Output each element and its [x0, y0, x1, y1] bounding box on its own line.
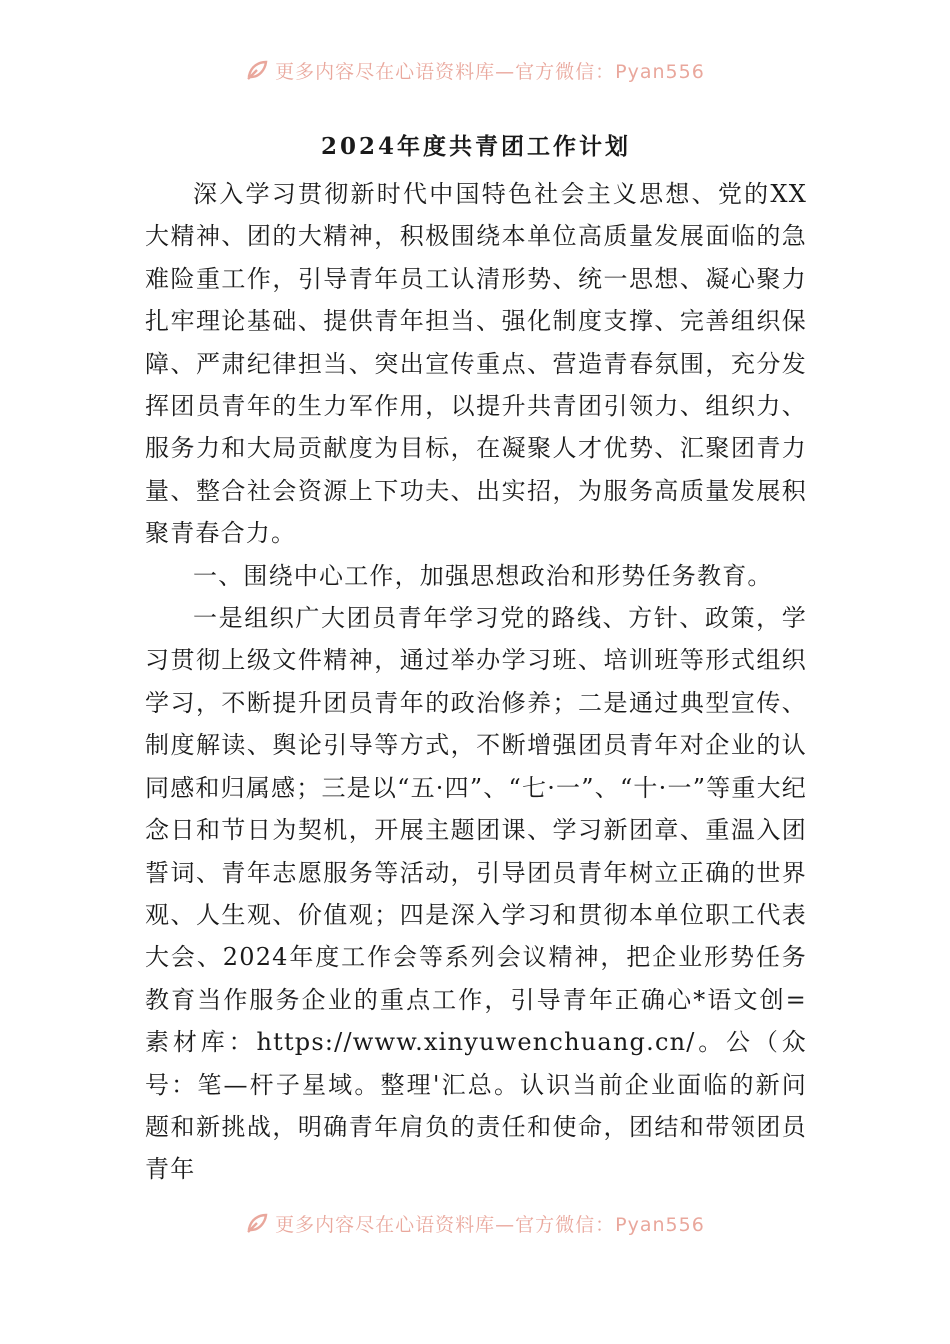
watermark-footer — [0, 1205, 950, 1241]
document-body — [145, 121, 807, 1191]
document-title: 2024年度共青团工作计划 — [320, 133, 631, 160]
paragraph-section-1: 一是组织广大团员青年学习党的路线、方针、政策，学习贯彻上级文件精神，通过举办学习班、培训班等形式组织学习，不断提升团员青年的政治修养；二是通过典型宣传、制度解读、舆论引导等方式，不断增强团员青年对企业的认同感和归属感；三是以“五·四”、“七·一”、“十·一”等重大纪念日和节日为契机，开展主题团课、学习新团章、重温入团誓词、青年志愿服务等活动，引导团员青年树立正确的世界观、人生观、价值观；四是深入学习和贯彻本单位职工代表大会、2024年度工作会等系列会议精神，把企业形势任务教育当作服务企业的重点工作，引导青年正确心*语文创=素材库：https://www.xinyuwenchuang.cn/。公（众号：笔—杆子星域。整理'汇总。认识当前企业面临的新问题和新挑战，明确青年肩负的责任和使命，团结和带领团员青年 — [145, 604, 807, 1184]
leaf-logo-icon — [245, 1211, 269, 1235]
watermark-text: 更多内容尽在心语资料库—官方微信：Pyan556 — [275, 60, 705, 83]
watermark-text: 更多内容尽在心语资料库—官方微信：Pyan556 — [275, 1213, 705, 1236]
leaf-logo-icon — [245, 58, 269, 82]
section-heading-1: 一、围绕中心工作，加强思想政治和形势任务教育。 — [193, 561, 773, 590]
paragraph-intro: 深入学习贯彻新时代中国特色社会主义思想、党的XX大精神、团的大精神，积极围绕本单位高质量发展面临的急难险重工作，引导青年员工认清形势、统一思想、凝心聚力扎牢理论基础、提供青年担当、强化制度支撑、完善组织保障、严肃纪律担当、突出宣传重点、营造青春氛围，充分发挥团员青年的生力军作用，以提升共青团引领力、组织力、服务力和大局贡献度为目标，在凝聚人才优势、汇聚团青力量、整合社会资源上下功夫、出实招，为服务高质量发展积聚青春合力。 — [145, 180, 807, 548]
watermark-header — [0, 52, 950, 88]
